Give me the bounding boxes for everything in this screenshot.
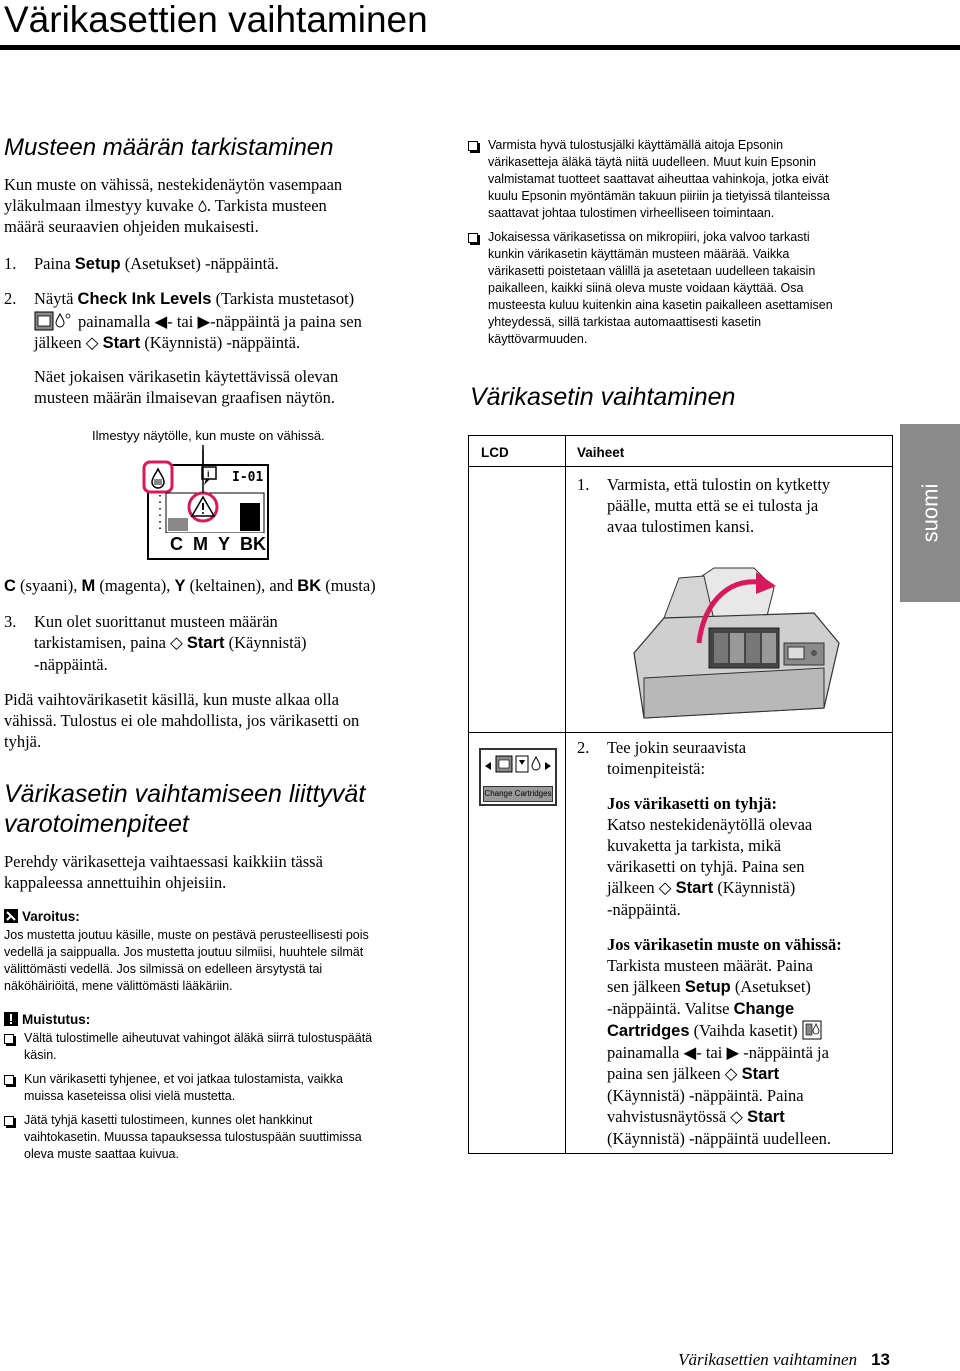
column-divider: [565, 436, 566, 1153]
figure-caption: Ilmestyy näytölle, kun muste on vähissä.: [92, 428, 325, 443]
caution-item: Kun värikasetti tyhjenee, et voi jatkaa tulostamista, vaikka muissa kaseteissa olisi vielä mustetta.: [4, 1071, 444, 1105]
graph-paragraph: Näet jokaisen värikasetin käytettävissä olevan musteen määrän ilmaisevan graafisen näytön.: [34, 367, 339, 407]
ink-levels-icon: [34, 311, 74, 331]
right-bullets: [468, 137, 898, 348]
language-side-tab: [900, 424, 960, 602]
start-icon: ◇: [85, 333, 99, 352]
start-icon: ◇: [724, 1064, 738, 1083]
steps-table: [468, 435, 893, 1154]
caution-item: Vältä tulostimelle aiheutuvat vahingot äläkä siirrä tulostuspäätä käsin.: [4, 1030, 444, 1064]
right-arrow-icon: ▶: [197, 312, 211, 331]
header-divider: [469, 466, 892, 467]
footer-page-number: 13: [871, 1350, 890, 1369]
warning-block: Varoitus: Jos mustetta joutuu käsille, muste on pestävä perusteellisesti pois vedellä ja saippualla. Jos mustetta joutuu silmiisi, huuhtele silmät välittömästi vedellä. Jos silmissä on edelleen ärsytystä tai näköhäiriöitä, mene välittömästi lääkäriin.: [4, 909, 369, 993]
warning-icon: [4, 909, 18, 923]
bullet-item: Varmista hyvä tulostusjälki käyttämällä aitoja Epsonin värikasetteja äläkä täytä niitä uudelleen. Muut kuin Epsonin valmistamat tuotteet saattavat aiheuttaa vahinkoja, jotka eivät kuulu Epsonin myöntämän takuun piiriin ja tietyissä tilanteissa saattavat johtaa tulostimen virheelliseen toimintaan.: [468, 137, 898, 222]
title-rule: [0, 45, 960, 50]
case-empty-title: Jos värikasetti on tyhjä:: [607, 794, 778, 813]
change-cartridges-icon: [802, 1020, 822, 1040]
page-title: Värikasettien vaihtaminen: [4, 0, 428, 40]
row-divider: [469, 732, 892, 733]
table-row-2-step: 2. Tee jokin seuraavista toimenpiteistä: Jos värikasetti on tyhjä: Katso nestekidenäytöllä olevaa kuvaketta ja tarkista, mikä värikasetti on tyhjä. Paina sen jälkeen ◇ Start (Käynnistä) -näppäintä. Jos värikasetin muste on vähissä: Tarkista musteen määrät. Paina sen jälkeen Setup (Asetukset) -näppäintä. Valitse Change Cartridges (Vaihda kasetit) painamalla ◀- tai ▶ -näppäintä ja paina sen jälkeen ◇ Start (Käynnistä) -näppäintä. Paina vahvistusnäytössä ◇ Start (Käynnistä) -näppäintä uudelleen.: [577, 737, 887, 1147]
page-footer: [620, 1350, 890, 1370]
lcd-counter: I-01: [232, 470, 264, 485]
lcd-letter-m: M: [192, 534, 208, 554]
caution-block: Muistutus: Vältä tulostimelle aiheutuvat vahingot äläkä siirrä tulostuspäätä käsin. Kun värikasetti tyhjenee, et voi jatkaa tulostamista, vaikka muissa kaseteissa olisi vielä mustetta. Jätä tyhjä kasetti tulostimeen, kunnes olet hankkinut vaihtokasetin. Muussa tapauksessa tulostuspään suuttimissa oleva muste saattaa kuivua.: [4, 1011, 444, 1163]
keep-cartridges-paragraph: Pidä vaihtovärikasetit käsillä, kun muste alkaa olla vähissä. Tulostus ei ole mahdollista, jos värikasetti on tyhjä.: [4, 690, 360, 751]
ink-drop-icon: [198, 196, 207, 208]
start-icon: ◇: [170, 633, 183, 652]
side-tab-label: suomi: [917, 483, 942, 543]
lcd-change-cartridges-label: Change Cartridges: [483, 786, 553, 802]
section-heading-ink-check: Musteen määrän tarkistaminen: [4, 134, 334, 161]
lcd-ink-level-figure: [140, 445, 272, 563]
start-icon: ◇: [658, 878, 672, 897]
section-heading-replace: Värikasetin vaihtaminen: [470, 383, 736, 411]
col-header-steps: Vaiheet: [577, 445, 625, 460]
step-2: 2. Näytä Check Ink Levels (Tarkista mustetasot) painamalla ◀- tai ▶-näppäintä ja paina sen jälkeen ◇ Start (Käynnistä) -näppäintä.: [4, 289, 362, 352]
left-arrow-icon: ◀: [683, 1043, 697, 1062]
bullet-item: Jokaisessa värikasetissa on mikropiiri, joka valvoo tarkasti kunkin värikasetin käyttämän musteen määrää. Vaikka värikasetti poistetaan välillä ja asetetaan uudelleen takaisin paikalleen, kaikki siinä oleva muste voidaan käyttää. Osa musteesta kuluu kuitenkin aina kasetin paikalleen asettamisen yhteydessä, sillä tarkistaa automaattisesti kasetin käyttövarmuuden.: [468, 229, 898, 348]
checkbox-bullet-icon: [468, 233, 478, 243]
precautions-intro: Perehdy värikasetteja vaihtaessasi kaikkiin tässä kappaleessa annettuihin ohjeisiin.: [4, 852, 323, 892]
right-arrow-icon: ▶: [726, 1043, 740, 1062]
table-row-1-step: 1. Varmista, että tulostin on kytketty päälle, mutta että se ei tulosta ja avaa tulostimen kansi.: [577, 475, 831, 536]
caution-item: Jätä tyhjä kasetti tulostimeen, kunnes olet hankkinut vaihtokasetin. Muussa tapauksessa tulostuspään suuttimissa oleva muste saattaa kuivua.: [4, 1112, 444, 1163]
checkbox-bullet-icon: [4, 1116, 14, 1126]
checkbox-bullet-icon: [468, 141, 478, 151]
step-3: 3. Kun olet suorittanut musteen määrän tarkistamisen, paina ◇ Start (Käynnistä) -näppäintä.: [4, 612, 307, 674]
caution-icon: [4, 1012, 18, 1026]
lcd-color-letters: [170, 534, 266, 555]
left-arrow-icon: ◀: [154, 312, 168, 331]
checkbox-bullet-icon: [4, 1075, 14, 1085]
lcd-letter-c: C: [170, 534, 183, 554]
footer-title: Värikasettien vaihtaminen: [678, 1350, 858, 1369]
case-low-title: Jos värikasetin muste on vähissä:: [607, 935, 842, 954]
printer-illustration: [624, 558, 844, 723]
intro-paragraph: Kun muste on vähissä, nestekidenäytön vasempaan yläkulmaan ilmestyy kuvake . Tarkista musteen määrä seuraavien ohjeiden mukaisesti.: [4, 175, 343, 236]
lcd-info-glyph: i: [207, 469, 210, 479]
checkbox-bullet-icon: [4, 1034, 14, 1044]
lcd-letter-bk: BK: [239, 534, 266, 554]
section-heading-precautions: Värikasetin vaihtamiseen liittyvät varotoimenpiteet: [4, 780, 366, 838]
lcd-letter-y: Y: [217, 534, 230, 554]
start-icon: ◇: [730, 1107, 743, 1126]
lcd-change-cartridges: [479, 748, 557, 806]
step-1: 1. Paina Setup (Asetukset) -näppäintä.: [4, 254, 279, 273]
color-legend: C (syaani), M (magenta), Y (keltainen), and BK (musta): [4, 576, 376, 595]
col-header-lcd: LCD: [481, 445, 509, 460]
